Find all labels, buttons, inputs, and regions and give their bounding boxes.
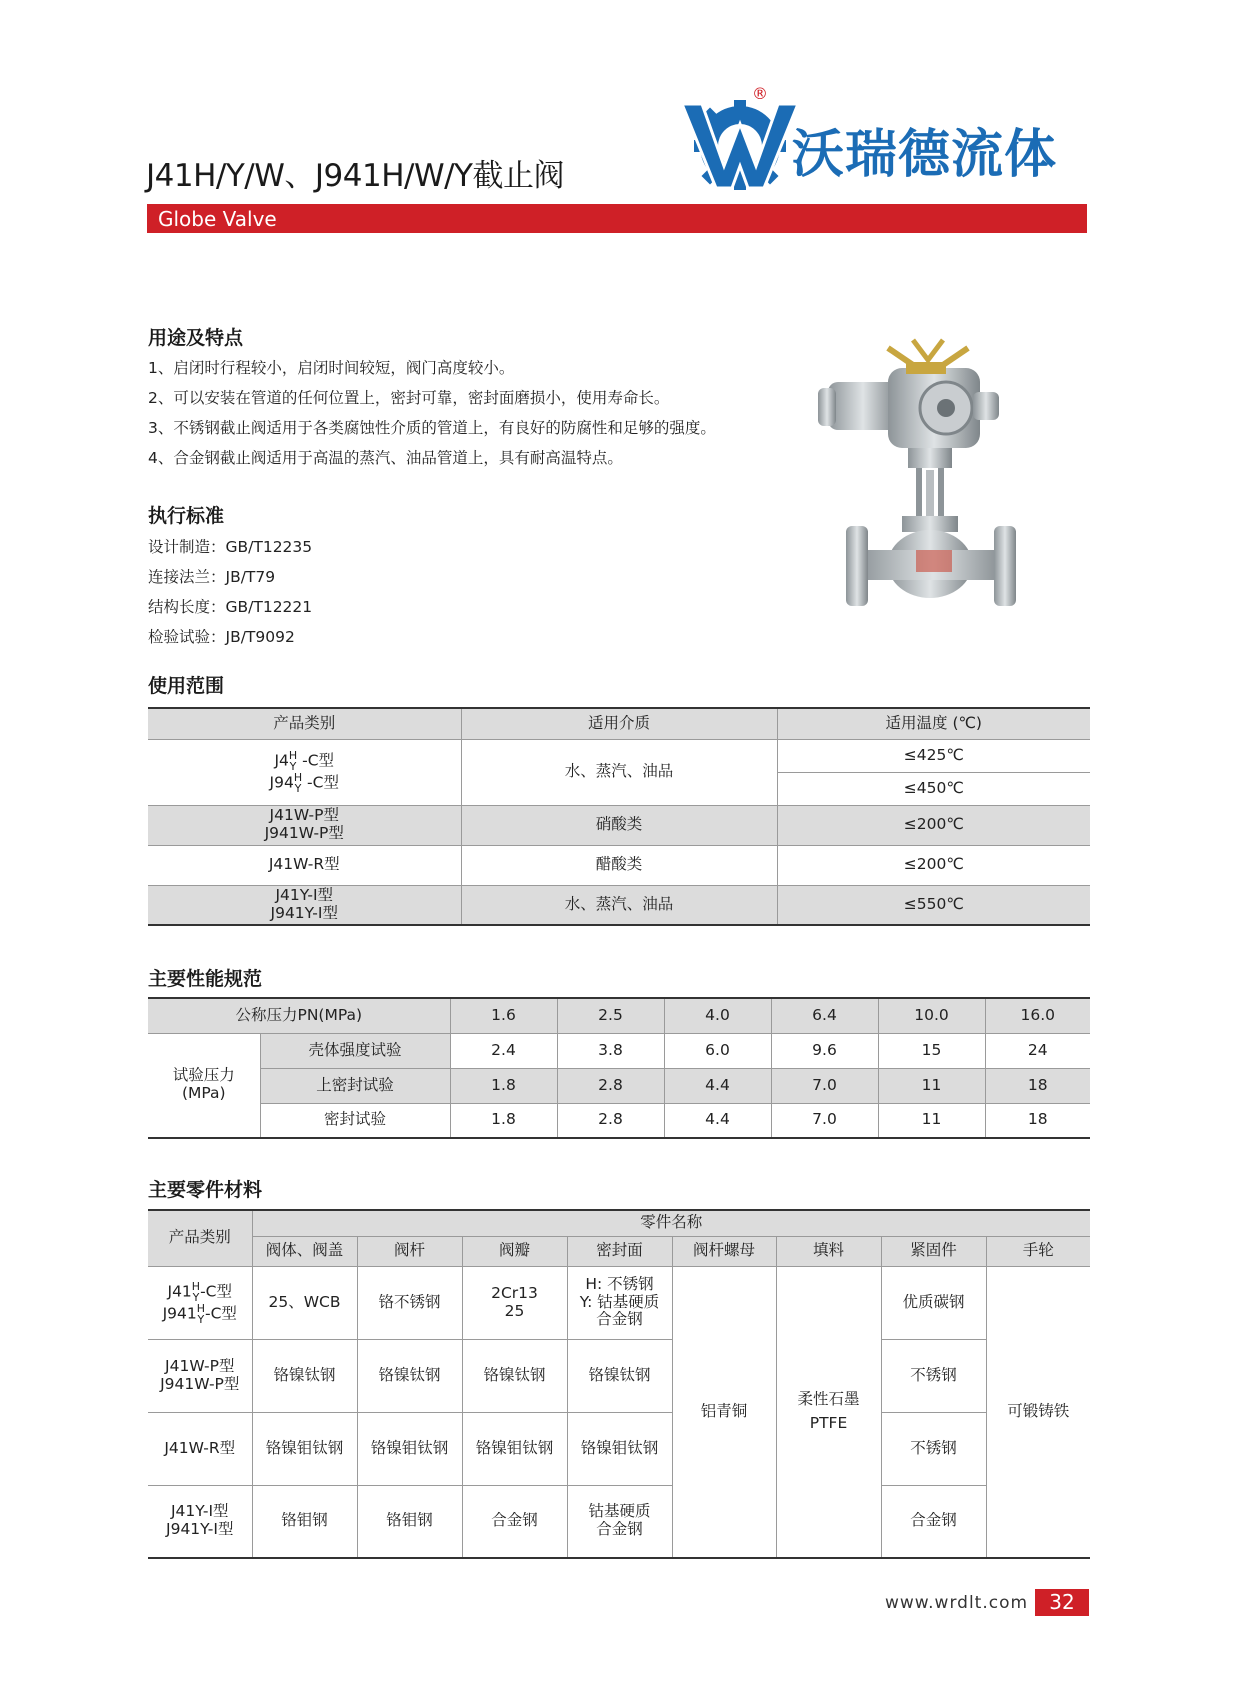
pn-label: 公称压力PN(MPa) [148, 998, 450, 1033]
feature-item: 1、启闭时行程较小，启闭时间较短，阀门高度较小。 [148, 359, 515, 377]
page-number: 32 [1035, 1589, 1089, 1616]
material-body: 25、WCB [252, 1266, 357, 1339]
test-value: 7.0 [771, 1103, 878, 1138]
usage-heading: 使用范围 [148, 675, 225, 697]
material-body: 铬镍钼钛钢 [252, 1412, 357, 1485]
test-value: 11 [878, 1068, 985, 1103]
materials-col: 阀杆螺母 [672, 1236, 776, 1266]
feature-item: 2、可以安装在管道的任何位置上，密封可靠，密封面磨损小，使用寿命长。 [148, 389, 670, 407]
usage-product: J41W-P型 J941W-P型 [148, 805, 461, 845]
test-pressure-label: 试验压力 (MPa) [148, 1033, 260, 1138]
test-value: 6.0 [664, 1033, 771, 1068]
material-stem: 铬钼钢 [357, 1485, 462, 1558]
test-value: 3.8 [557, 1033, 664, 1068]
test-value: 7.0 [771, 1068, 878, 1103]
usage-medium: 醋酸类 [461, 845, 777, 885]
material-disc: 铬镍钼钛钢 [462, 1412, 567, 1485]
usage-product-b: J94H Y -C型 [269, 771, 339, 795]
materials-table [148, 1209, 1090, 1559]
materials-col: 密封面 [567, 1236, 672, 1266]
test-value: 15 [878, 1033, 985, 1068]
standard-item: 结构长度：GB/T12221 [148, 598, 313, 616]
test-value: 18 [985, 1103, 1090, 1138]
standard-item: 设计制造：GB/T12235 [148, 538, 313, 556]
material-handwheel: 可锻铸铁 [986, 1266, 1090, 1558]
usage-temp: ≤450℃ [777, 772, 1090, 805]
website-url[interactable]: www.wrdlt.com [885, 1593, 1029, 1613]
materials-col: 阀杆 [357, 1236, 462, 1266]
materials-col: 手轮 [986, 1236, 1090, 1266]
pn-value: 10.0 [878, 998, 985, 1033]
test-name: 密封试验 [260, 1103, 450, 1138]
test-value: 2.8 [557, 1068, 664, 1103]
pn-value: 2.5 [557, 998, 664, 1033]
performance-heading: 主要性能规范 [148, 968, 263, 990]
material-stem: 铬镍钼钛钢 [357, 1412, 462, 1485]
pn-value: 4.0 [664, 998, 771, 1033]
usage-product: J41Y-Ⅰ型 J941Y-Ⅰ型 [148, 885, 461, 925]
pn-value: 1.6 [450, 998, 557, 1033]
materials-col: 紧固件 [881, 1236, 986, 1266]
test-value: 1.8 [450, 1103, 557, 1138]
test-value: 11 [878, 1103, 985, 1138]
materials-col: 填料 [776, 1236, 881, 1266]
material-body: 铬钼钢 [252, 1485, 357, 1558]
registered-mark: ® [752, 84, 768, 103]
usage-medium: 水、蒸汽、油品 [461, 739, 777, 805]
performance-table [148, 997, 1090, 1139]
feature-item: 3、不锈钢截止阀适用于各类腐蚀性介质的管道上，有良好的防腐性和足够的强度。 [148, 419, 716, 437]
brand-name: 沃瑞德流体 [792, 125, 1058, 185]
test-value: 4.4 [664, 1068, 771, 1103]
material-seal: 铬镍钛钢 [567, 1339, 672, 1412]
test-value: 2.8 [557, 1103, 664, 1138]
subtitle-bar [147, 204, 1087, 233]
feature-item: 4、合金钢截止阀适用于高温的蒸汽、油品管道上，具有耐高温特点。 [148, 449, 623, 467]
pn-value: 6.4 [771, 998, 878, 1033]
standard-item: 检验试验：JB/T9092 [148, 628, 295, 646]
test-value: 9.6 [771, 1033, 878, 1068]
usage-temp: ≤200℃ [777, 805, 1090, 845]
test-name: 上密封试验 [260, 1068, 450, 1103]
material-seal: 钴基硬质 合金钢 [567, 1485, 672, 1558]
test-value: 2.4 [450, 1033, 557, 1068]
materials-product: J41W-P型 J941W-P型 [148, 1339, 252, 1412]
material-stem-nut: 铝青铜 [672, 1266, 776, 1558]
materials-col: 阀体、阀盖 [252, 1236, 357, 1266]
usage-header-product: 产品类别 [148, 708, 461, 739]
material-disc: 2Cr13 25 [462, 1266, 567, 1339]
test-value: 18 [985, 1068, 1090, 1103]
usage-medium: 水、蒸汽、油品 [461, 885, 777, 925]
features-heading: 用途及特点 [148, 327, 244, 349]
material-body: 铬镍钛钢 [252, 1339, 357, 1412]
test-value: 4.4 [664, 1103, 771, 1138]
usage-product-a: J4H Y -C型 [274, 749, 335, 773]
material-packing: 柔性石墨 PTFE [776, 1266, 881, 1558]
standards-heading: 执行标准 [148, 505, 225, 527]
material-disc: 铬镍钛钢 [462, 1339, 567, 1412]
materials-heading: 主要零件材料 [148, 1179, 263, 1201]
usage-medium: 硝酸类 [461, 805, 777, 845]
material-fastener: 不锈钢 [881, 1339, 986, 1412]
usage-product: J41W-R型 [148, 845, 461, 885]
materials-product: J41W-R型 [148, 1412, 252, 1485]
material-disc: 合金钢 [462, 1485, 567, 1558]
test-name: 壳体强度试验 [260, 1033, 450, 1068]
gear-logo-icon [682, 100, 798, 190]
usage-table [148, 707, 1090, 926]
usage-temp: ≤550℃ [777, 885, 1090, 925]
usage-header-medium: 适用介质 [461, 708, 777, 739]
material-stem: 铬镍钛钢 [357, 1339, 462, 1412]
material-stem: 铬不锈钢 [357, 1266, 462, 1339]
electric-globe-valve-image [818, 330, 1024, 620]
material-seal: H: 不锈钢 Y: 钴基硬质 合金钢 [567, 1266, 672, 1339]
test-value: 24 [985, 1033, 1090, 1068]
usage-temp: ≤200℃ [777, 845, 1090, 885]
materials-product: J41Y-Ⅰ型 J941Y-Ⅰ型 [148, 1485, 252, 1558]
usage-product-cell [148, 739, 461, 805]
materials-product: J41H Y-C型 J941H Y-C型 [148, 1266, 252, 1339]
usage-header-temp: 适用温度 (℃) [777, 708, 1090, 739]
pn-value: 16.0 [985, 998, 1090, 1033]
page-title: J41H/Y/W、J941H/W/Y截止阀 [146, 158, 564, 194]
materials-col: 阀瓣 [462, 1236, 567, 1266]
test-value: 1.8 [450, 1068, 557, 1103]
material-fastener: 优质碳钢 [881, 1266, 986, 1339]
material-seal: 铬镍钼钛钢 [567, 1412, 672, 1485]
material-fastener: 不锈钢 [881, 1412, 986, 1485]
subtitle: Globe Valve [158, 207, 277, 231]
materials-header-product: 产品类别 [148, 1210, 252, 1266]
usage-temp: ≤425℃ [777, 739, 1090, 772]
materials-header-parts: 零件名称 [252, 1210, 1090, 1236]
standard-item: 连接法兰：JB/T79 [148, 568, 276, 586]
material-fastener: 合金钢 [881, 1485, 986, 1558]
